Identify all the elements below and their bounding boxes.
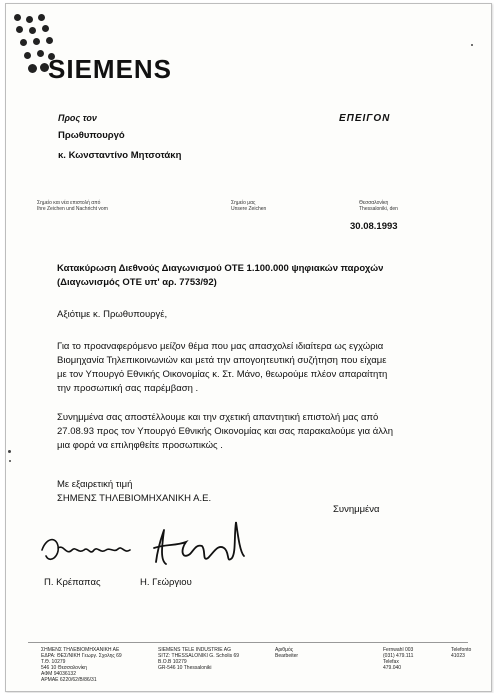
signatory-1: Π. Κρέπαπας — [44, 577, 101, 588]
footer-rule — [28, 642, 468, 643]
closing-line-2: ΣΗΜΕΝΣ ΤΗΛΕΒΙΟΜΗΧΑΝΙΚΗ Α.Ε. — [57, 493, 212, 504]
paragraph-2-line-3: μια φορά να επιληφθείτε προσωπικώς . — [57, 440, 223, 451]
subject-line-1: Κατακύρωση Διεθνούς Διαγωνισμού ΟΤΕ 1.100.000 ψηφιακών παροχών — [57, 263, 384, 274]
footer-column-1: ΣΗΜΕΝΣ ΤΗΛΕΒΙΟΜΗΧΑΝΙΚΗ ΑΕ ΕΔΡΑ: ΘΕΣ/ΝΙΚΗ Γεωργ. Σχολης 69 Τ.Θ. 10279 546 10 Θεσσαλονίκη ΑΦΜ 94036132 ΑΡΜΑΕ 6220/62/Β/86/31 — [41, 647, 122, 683]
salutation: Αξιότιμε κ. Πρωθυπουργέ, — [57, 309, 168, 320]
urgent-label: ΕΠΕΙΓΟΝ — [339, 113, 391, 124]
enclosure-label: Συνημμένα — [333, 504, 380, 515]
subject-line-2: (Διαγωνισμός ΟΤΕ υπ' αρ. 7753/92) — [57, 277, 217, 288]
paragraph-1-line-2: Βιομηχανία Τηλεπικοινωνιών και μετά την απογοητευτική συζήτηση που είχαμε — [57, 355, 387, 366]
paragraph-2-line-2: 27.08.93 προς τον Υπουργό Εθνικής Οικονομίας και σας παρακαλούμε για άλλη — [57, 426, 394, 437]
footer-column-5: Telefonto 41023 — [451, 647, 472, 659]
paragraph-1-line-1: Για το προαναφερόμενο μείζον θέμα που μας απασχολεί ιδιαίτερα ως εγχώρια — [57, 341, 384, 352]
recipient-line-3: κ. Κωνσταντίνο Μητσοτάκη — [58, 150, 182, 161]
your-ref-label: Σημείο και νέα επιστολή από Ihre Zeichen und Nachricht vom — [37, 200, 108, 212]
recipient-line-1: Προς τον — [58, 113, 97, 123]
footer-column-2: SIEMENS TELE INDUSTRIE AG SITZ: THESSALONIKI G. Scholis 69 B.O.B 10279 GR-546 10 Thessaloniki — [158, 647, 240, 671]
letter-date: 30.08.1993 — [350, 221, 398, 232]
paragraph-2-line-1: Συνημμένα σας αποστέλλουμε και την σχετική απαντητική επιστολή μας από — [57, 412, 379, 423]
footer-column-4: Fernwahl 003 (031) 479.111 Telefax 479.040 — [383, 647, 414, 671]
handwritten-signatures — [36, 516, 276, 578]
paragraph-1-line-4: την προσωπική σας παρέμβαση . — [57, 383, 199, 394]
our-ref-label: Σημείο μας Unsere Zeichen — [231, 200, 267, 212]
closing-line-1: Με εξαιρετική τιμή — [57, 479, 133, 490]
signatory-2: Η. Γεώργιου — [140, 577, 192, 588]
date-label: Θεσσαλονίκη Thessaloniki, den — [359, 200, 398, 212]
paragraph-1-line-3: με τον Υπουργό Εθνικής Οικονομίας κ. Στ. Μάνο, θεωρούμε πλέον απαραίτητη — [57, 369, 388, 380]
siemens-logo: SIEMENS — [48, 54, 173, 84]
letter-page — [5, 3, 492, 692]
footer-column-3: Αριθμός Bearbeiter — [275, 647, 299, 659]
recipient-line-2: Πρωθυπουργό — [58, 130, 125, 141]
